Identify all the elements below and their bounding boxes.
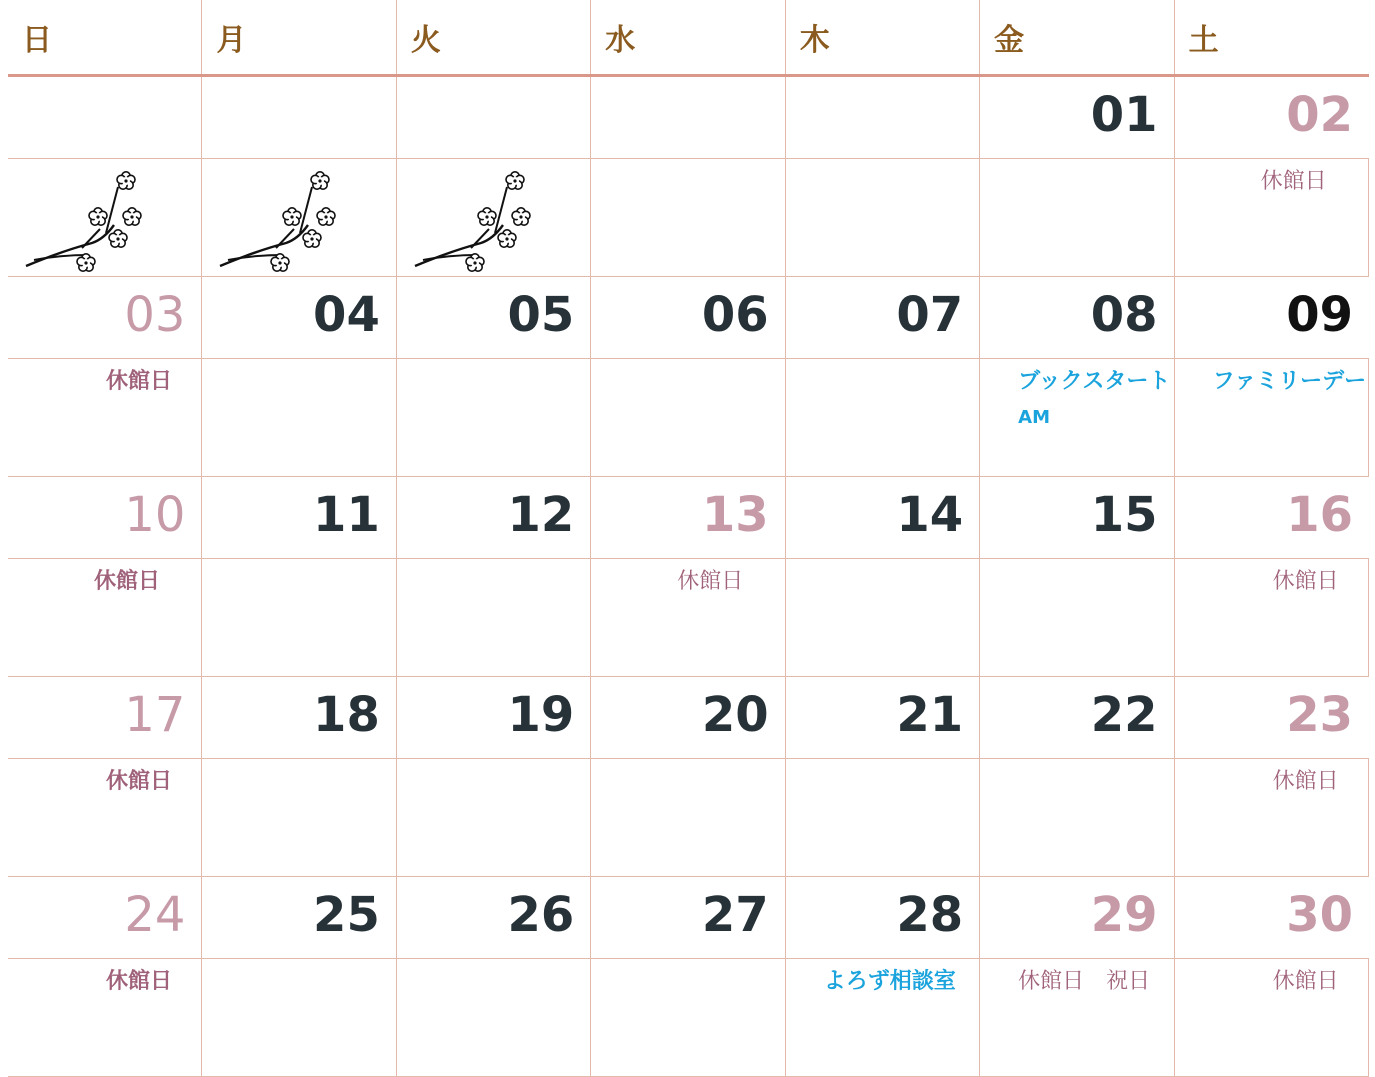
day-number: 25 (313, 887, 380, 943)
day-cell[interactable] (8, 477, 202, 559)
weekday-header-row (8, 0, 1369, 77)
week-row (8, 77, 1369, 277)
day-number: 19 (507, 687, 575, 743)
weekday-tue: 火 (397, 0, 591, 74)
cherry-blossom-icon (216, 163, 336, 275)
day-cell[interactable] (591, 77, 785, 159)
day-number: 26 (507, 887, 575, 943)
day-cell[interactable] (591, 277, 785, 359)
day-number: 03 (124, 287, 186, 343)
cherry-blossom-icon (22, 163, 142, 275)
weekday-sat: 土 (1188, 23, 1219, 58)
day-number: 05 (507, 287, 575, 343)
event-cell (786, 559, 980, 677)
day-cell[interactable] (786, 477, 980, 559)
day-cell[interactable] (591, 677, 785, 759)
day-number: 28 (896, 887, 964, 943)
event-cell (202, 159, 396, 277)
day-cell[interactable] (202, 677, 396, 759)
event-cell (8, 959, 202, 1077)
week-row (8, 277, 1369, 477)
weekday-thu: 木 (786, 0, 980, 74)
event-cell (1175, 559, 1369, 677)
day-number: 27 (701, 887, 769, 943)
event-cell (8, 159, 202, 277)
event-cell (786, 359, 980, 477)
event-cell (980, 959, 1174, 1077)
closed-label: 休館日 (106, 369, 173, 394)
day-number: 02 (1286, 87, 1353, 143)
day-cell[interactable] (591, 477, 785, 559)
day-cell[interactable] (202, 77, 396, 159)
closed-holiday-label: 休館日 祝日 (1018, 969, 1151, 994)
day-cell[interactable] (980, 477, 1174, 559)
day-cell[interactable] (980, 677, 1174, 759)
day-number: 24 (124, 887, 186, 943)
closed-label: 休館日 (1260, 169, 1327, 194)
event-cell (980, 159, 1174, 277)
event-cell (397, 759, 591, 877)
event-cell (202, 359, 396, 477)
day-cell[interactable] (8, 677, 202, 759)
day-cell[interactable] (397, 77, 591, 159)
event-cell (397, 959, 591, 1077)
day-number: 23 (1286, 687, 1353, 743)
event-cell (980, 359, 1174, 477)
day-number: 14 (896, 487, 964, 543)
closed-label: 休館日 (677, 569, 744, 594)
event-cell (786, 159, 980, 277)
event-cell (397, 359, 591, 477)
event-cell (397, 159, 591, 277)
bookstart-event: ブックスタート (1018, 369, 1171, 394)
event-cell (8, 759, 202, 877)
day-number: 07 (896, 287, 964, 343)
day-number: 17 (124, 687, 186, 743)
closed-label: 休館日 (1272, 969, 1339, 994)
event-cell (202, 959, 396, 1077)
closed-label: 休館日 (1272, 569, 1339, 594)
day-number: 15 (1090, 487, 1158, 543)
day-number: 08 (1090, 287, 1158, 343)
day-cell[interactable] (1175, 677, 1369, 759)
day-cell[interactable] (8, 877, 202, 959)
day-number: 29 (1090, 887, 1158, 943)
day-cell[interactable] (397, 477, 591, 559)
event-cell (591, 959, 785, 1077)
event-cell (8, 559, 202, 677)
day-cell[interactable] (786, 277, 980, 359)
event-cell (786, 959, 980, 1077)
day-number: 10 (124, 487, 186, 543)
week-row (8, 677, 1369, 877)
event-cell (980, 559, 1174, 677)
event-cell (1175, 959, 1369, 1077)
day-cell[interactable] (591, 877, 785, 959)
day-cell[interactable] (397, 877, 591, 959)
event-cell (591, 359, 785, 477)
day-cell[interactable] (786, 77, 980, 159)
event-cell (202, 759, 396, 877)
calendar (8, 0, 1369, 1077)
closed-label: 休館日 (106, 769, 173, 794)
day-number: 06 (701, 287, 769, 343)
day-number: 21 (896, 687, 964, 743)
day-cell[interactable] (1175, 277, 1369, 359)
day-cell[interactable] (1175, 877, 1369, 959)
consultation-event: よろず相談室 (823, 969, 956, 994)
day-number: 20 (701, 687, 769, 743)
event-cell (1175, 759, 1369, 877)
day-cell[interactable] (786, 877, 980, 959)
week-row (8, 477, 1369, 677)
cherry-blossom-icon (411, 163, 531, 275)
event-cell (786, 759, 980, 877)
day-number: 18 (313, 687, 380, 743)
weekday-mon: 月 (202, 0, 396, 74)
day-number: 22 (1090, 687, 1158, 743)
closed-label: 休館日 (94, 569, 161, 594)
event-cell (202, 559, 396, 677)
day-cell[interactable] (1175, 77, 1369, 159)
day-cell[interactable] (786, 677, 980, 759)
event-cell (1175, 359, 1369, 477)
event-cell (591, 559, 785, 677)
family-day-event: ファミリーデー (1212, 369, 1367, 394)
event-cell (1175, 159, 1369, 277)
event-cell (591, 159, 785, 277)
event-cell (980, 759, 1174, 877)
day-cell[interactable] (8, 77, 202, 159)
day-cell[interactable] (397, 277, 591, 359)
day-number: 01 (1090, 87, 1158, 143)
day-cell[interactable] (202, 477, 396, 559)
weekday-sun: 日 (8, 0, 202, 74)
day-cell[interactable] (980, 77, 1174, 159)
day-cell[interactable] (397, 677, 591, 759)
weekday-fri: 金 (980, 0, 1174, 74)
day-cell[interactable] (980, 877, 1174, 959)
day-cell[interactable] (1175, 477, 1369, 559)
event-cell (397, 559, 591, 677)
closed-label: 休館日 (106, 969, 173, 994)
event-cell (8, 359, 202, 477)
day-number: 12 (507, 487, 575, 543)
day-number: 16 (1286, 487, 1353, 543)
day-number: 11 (313, 487, 380, 543)
closed-label: 休館日 (1272, 769, 1339, 794)
event-cell (591, 759, 785, 877)
day-number: 04 (313, 287, 380, 343)
weekday-wed: 水 (591, 0, 785, 74)
bookstart-time: AM (1018, 407, 1050, 428)
day-cell[interactable] (980, 277, 1174, 359)
day-cell[interactable] (202, 877, 396, 959)
day-number: 09 (1286, 287, 1353, 343)
week-row (8, 877, 1369, 1077)
day-cell[interactable] (202, 277, 396, 359)
day-number: 13 (701, 487, 769, 543)
day-number: 30 (1286, 887, 1353, 943)
day-cell[interactable] (8, 277, 202, 359)
